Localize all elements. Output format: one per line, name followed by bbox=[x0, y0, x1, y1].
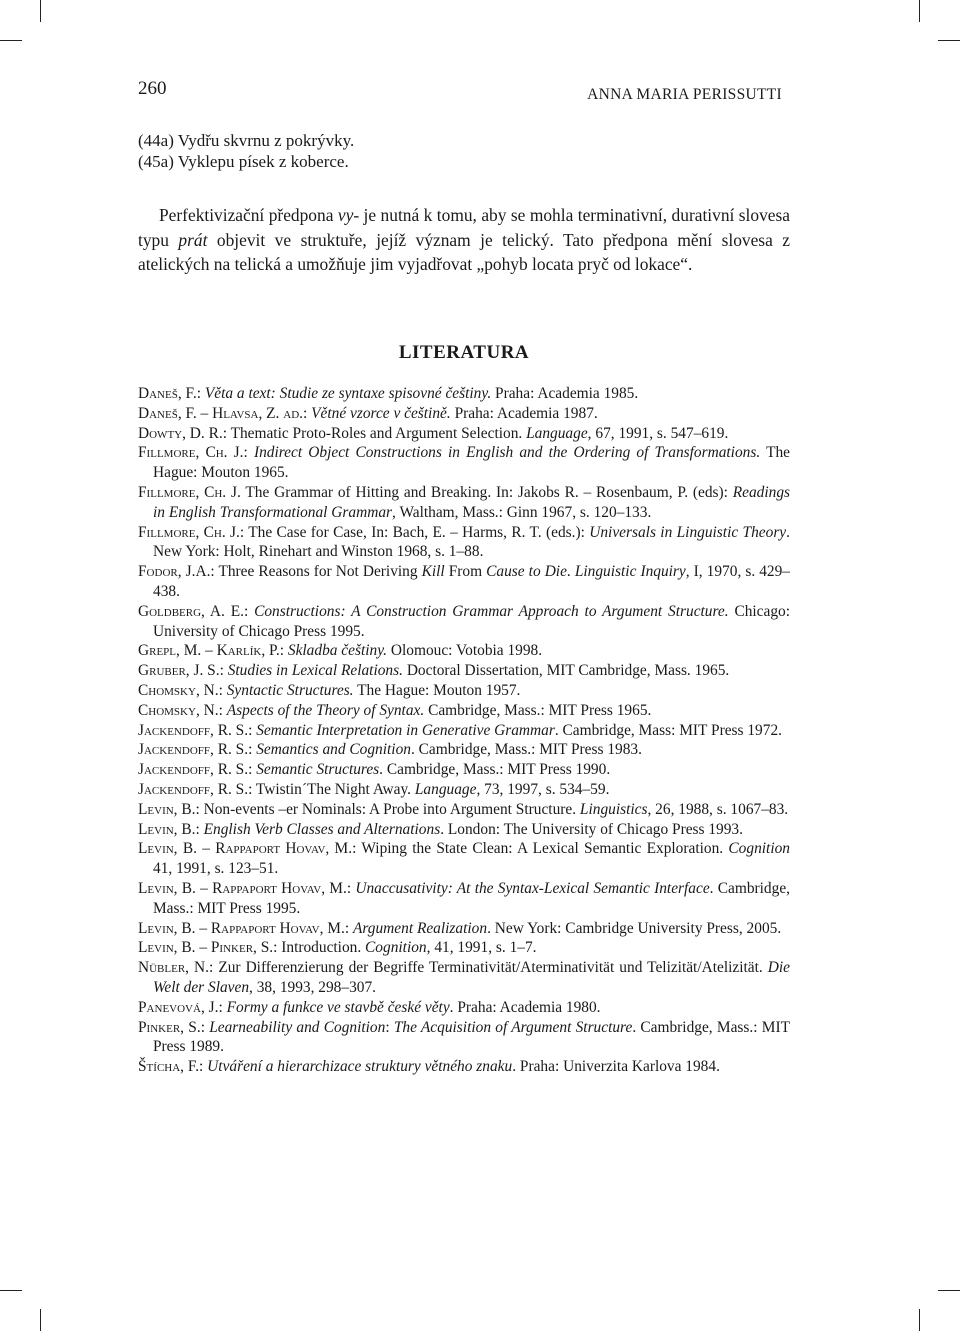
text-run: : Introduction. bbox=[273, 939, 366, 957]
reference-entry bbox=[138, 483, 790, 523]
author-name: Gruber, J. S. bbox=[138, 662, 220, 680]
italic-text: Language bbox=[526, 424, 588, 442]
text-run: . New York: Holt, Rinehart and Winston 1968, s. 1–88. bbox=[153, 523, 790, 561]
examples-block bbox=[138, 130, 788, 172]
author-name: Jackendoff, R. S. bbox=[138, 780, 249, 798]
author-name: Jackendoff, R. S. bbox=[138, 721, 249, 739]
text-run: Praha: Academia 1985. bbox=[491, 385, 639, 402]
text-run: : bbox=[219, 662, 228, 680]
reference-entry bbox=[138, 443, 790, 483]
text-run: . Cambridge, Mass.: MIT Press 1995. bbox=[153, 879, 791, 917]
italic-text: Věta a text: Studie ze syntaxe spisovné češtiny. bbox=[204, 385, 492, 402]
running-head: ANNA MARIA PERISSUTTI bbox=[587, 86, 782, 103]
text-run: The Hague: Mouton 1965. bbox=[153, 444, 791, 482]
page-header bbox=[138, 78, 782, 108]
crop-mark bbox=[0, 40, 22, 41]
reference-entry bbox=[138, 404, 790, 424]
text-run: , Waltham, Mass.: Ginn 1967, s. 120–133. bbox=[392, 503, 652, 521]
author-name: Nübler, N. bbox=[138, 959, 210, 977]
text-run: : bbox=[279, 642, 288, 660]
text-run: 41, 1991, s. 123–51. bbox=[153, 860, 279, 878]
italic-text: Indirect Object Constructions in English and the Ordering of Transformations. bbox=[253, 444, 761, 462]
italic-text: Learneability and Cognition bbox=[209, 1018, 386, 1036]
author-name: Fillmore, Ch. J. bbox=[138, 523, 240, 541]
italic-text: Cause to Die bbox=[486, 563, 567, 581]
text-run: : Non-events –er Nominals: A Probe into Argument Structure. bbox=[195, 800, 580, 818]
italic-text: English Verb Classes and Alternations bbox=[203, 820, 441, 838]
author-name: Jackendoff, R. S. bbox=[138, 741, 249, 759]
body-paragraph bbox=[138, 203, 790, 277]
bibliography-list bbox=[138, 384, 790, 1077]
text-run: : bbox=[248, 741, 257, 759]
text-run: The Hague: Mouton 1957. bbox=[353, 681, 521, 699]
text-run: , 41, 1991, s. 1–7. bbox=[426, 939, 537, 957]
reference-entry bbox=[138, 1057, 790, 1077]
text-run: : Thematic Proto-Roles and Argument Selection. bbox=[222, 424, 527, 442]
text-run: : bbox=[218, 701, 227, 719]
reference-entry bbox=[138, 1018, 790, 1058]
text-run: : bbox=[196, 385, 205, 402]
text-run: : bbox=[200, 1018, 210, 1036]
crop-mark bbox=[938, 40, 960, 41]
text-run: Praha: Academia 1987. bbox=[450, 404, 598, 422]
italic-text: Readings in English Transformational Grammar bbox=[153, 483, 790, 521]
text-run: . bbox=[566, 563, 575, 581]
italic-text: Kill bbox=[421, 563, 445, 581]
text-run: : bbox=[385, 1018, 394, 1036]
author-name: Levin, B. bbox=[138, 800, 196, 818]
author-name: Goldberg, A. E. bbox=[138, 602, 244, 620]
text-run: , I, 1970, s. 429–438. bbox=[153, 563, 790, 600]
text-run: : bbox=[218, 998, 227, 1016]
italic-text: Semantics and Cognition bbox=[256, 741, 411, 759]
text-run: : bbox=[243, 444, 254, 462]
reference-entry bbox=[138, 938, 790, 958]
text-run: . Cambridge, Mass.: MIT Press 1983. bbox=[410, 741, 642, 759]
text-run: The Grammar of Hitting and Breaking. In: Jakobs R. – Rosenbaum, P. (eds): bbox=[240, 483, 733, 501]
page-number: 260 bbox=[138, 78, 167, 99]
reference-entry bbox=[138, 919, 790, 939]
author-name: Štícha, F. bbox=[138, 1058, 200, 1076]
text-run: Perfektivizační předpona bbox=[159, 205, 338, 225]
text-run: : bbox=[303, 404, 312, 422]
text-run: : bbox=[199, 1058, 208, 1076]
italic-text: Die Welt der Slaven bbox=[153, 959, 790, 996]
text-run: Cambridge, Mass.: MIT Press 1965. bbox=[424, 701, 652, 719]
crop-mark bbox=[0, 1290, 22, 1291]
text-run: : bbox=[344, 919, 353, 937]
italic-text: Universals in Linguistic Theory bbox=[589, 523, 787, 541]
author-name: Fodor, J.A. bbox=[138, 563, 211, 581]
italic-text: Argument Realization bbox=[352, 919, 488, 937]
crop-mark bbox=[938, 1290, 960, 1291]
crop-mark bbox=[40, 0, 41, 22]
italic-text: Semantic Interpretation in Generative Grammar bbox=[256, 721, 555, 739]
italic-text: Language bbox=[414, 780, 477, 798]
author-name: Panevová, J. bbox=[138, 998, 219, 1016]
text-run: , 73, 1997, s. 534–59. bbox=[476, 780, 610, 798]
author-name: Levin, B. – Rappaport Hovav, M. bbox=[138, 919, 345, 937]
italic-text: Constructions: A Construction Grammar Approach to Argument Structure. bbox=[254, 602, 729, 620]
text-run: : bbox=[346, 879, 356, 897]
italic-text: Cognition bbox=[728, 840, 790, 858]
author-name: Jackendoff, R. S. bbox=[138, 761, 249, 779]
italic-text: Unaccusativity: At the Syntax-Lexical Semantic Interface bbox=[355, 879, 710, 897]
author-name: Fillmore, Ch. J. bbox=[138, 444, 244, 462]
italic-text: Syntactic Structures. bbox=[226, 681, 354, 699]
text-run: : bbox=[248, 721, 257, 739]
author-name: Chomsky, N. bbox=[138, 681, 219, 699]
text-run: , 26, 1988, s. 1067–83. bbox=[647, 800, 789, 818]
text-run: : bbox=[248, 761, 257, 779]
text-run: . New York: Cambridge University Press, 2005. bbox=[487, 919, 782, 937]
reference-entry bbox=[138, 721, 790, 741]
reference-entry bbox=[138, 760, 790, 780]
italic-text: Větné vzorce v češtině. bbox=[311, 404, 451, 422]
italic-text: Utváření a hierarchizace struktury větného znaku bbox=[207, 1058, 513, 1076]
text-run: Olomouc: Votobia 1998. bbox=[387, 642, 543, 660]
reference-entry bbox=[138, 384, 790, 404]
author-name: Dowty, D. R. bbox=[138, 424, 223, 442]
text-run: : Wiping the State Clean: A Lexical Semantic Exploration. bbox=[352, 840, 729, 858]
reference-entry bbox=[138, 701, 790, 721]
italic-text: Aspects of the Theory of Syntax. bbox=[226, 701, 425, 719]
text-run: : bbox=[218, 681, 227, 699]
author-name: Fillmore, Ch. J. bbox=[138, 483, 241, 501]
example-line: (45a) Vyklepu písek z koberce. bbox=[138, 152, 349, 171]
reference-entry bbox=[138, 958, 790, 998]
reference-entry bbox=[138, 879, 790, 919]
author-name: Chomsky, N. bbox=[138, 701, 219, 719]
text-run: objevit ve struktuře, jejíž význam je telický. Tato předpona mění slovesa z atelických na telická a umožňuje jim vyjadřovat „pohyb locata pryč od lokace“. bbox=[138, 229, 790, 274]
reference-entry bbox=[138, 740, 790, 760]
italic-text: prát bbox=[178, 229, 208, 250]
italic-text: Semantic Structures bbox=[256, 761, 380, 779]
example-line: (44a) Vydřu skvrnu z pokrývky. bbox=[138, 131, 355, 150]
reference-entry bbox=[138, 839, 790, 879]
text-run: : bbox=[195, 820, 204, 838]
reference-entry bbox=[138, 602, 790, 642]
text-run: : bbox=[243, 602, 255, 620]
reference-entry bbox=[138, 681, 790, 701]
author-name: Pinker, S. bbox=[138, 1018, 201, 1036]
text-run: , 67, 1991, s. 547–619. bbox=[587, 424, 729, 442]
text-run: From bbox=[444, 563, 487, 581]
reference-entry bbox=[138, 998, 790, 1018]
text-run: : Zur Differenzierung der Begriffe Terminativität/Aterminativität und Telizität/Atelizität. bbox=[209, 959, 768, 977]
text-run: , 38, 1993, 298–307. bbox=[249, 978, 377, 996]
text-run: . Cambridge, Mass.: MIT Press 1989. bbox=[153, 1018, 790, 1056]
reference-entry bbox=[138, 780, 790, 800]
text-run: . Cambridge, Mass: MIT Press 1972. bbox=[554, 721, 782, 739]
italic-text: Studies in Lexical Relations. bbox=[227, 662, 403, 680]
italic-text: Cognition bbox=[365, 939, 427, 957]
crop-mark bbox=[919, 1309, 920, 1331]
text-run: Chicago: University of Chicago Press 1995. bbox=[153, 602, 791, 640]
text-run: . Praha: Academia 1980. bbox=[449, 998, 601, 1016]
text-run: . Praha: Univerzita Karlova 1984. bbox=[512, 1058, 720, 1076]
author-name: Levin, B. – Pinker, S. bbox=[138, 939, 274, 957]
italic-text: The Acquisition of Argument Structure bbox=[393, 1018, 633, 1036]
reference-entry bbox=[138, 800, 790, 820]
text-run: : The Case for Case, In: Bach, E. – Harms, R. T. (eds.): bbox=[239, 523, 590, 541]
italic-text: Formy a funkce ve stavbě české věty bbox=[226, 998, 450, 1016]
text-run: Doctoral Dissertation, MIT Cambridge, Mass. 1965. bbox=[402, 662, 730, 680]
text-run: : Twistin´The Night Away. bbox=[248, 780, 415, 798]
italic-text: vy- bbox=[337, 205, 360, 225]
text-run: : Three Reasons for Not Deriving bbox=[210, 563, 422, 581]
author-name: Daneš, F. – Hlavsa, Z. ad. bbox=[138, 404, 303, 422]
literature-heading: LITERATURA bbox=[398, 342, 530, 363]
author-name: Levin, B. – Rappaport Hovav, M. bbox=[138, 879, 347, 897]
reference-entry bbox=[138, 661, 790, 681]
reference-entry bbox=[138, 523, 790, 563]
author-name: Grepl, M. – Karlík, P. bbox=[138, 642, 280, 660]
author-name: Levin, B. bbox=[138, 820, 196, 838]
author-name: Levin, B. – Rappaport Hovav, M. bbox=[138, 840, 353, 858]
text-run: je nutná k tomu, aby se mohla terminativní, durativní slovesa typu bbox=[138, 205, 790, 250]
reference-entry bbox=[138, 562, 790, 602]
text-run: . Cambridge, Mass.: MIT Press 1990. bbox=[379, 761, 611, 779]
italic-text: Linguistics bbox=[579, 800, 648, 818]
crop-mark bbox=[919, 0, 920, 22]
italic-text: Linguistic Inquiry bbox=[574, 563, 686, 581]
italic-text: Skladba češtiny. bbox=[287, 642, 388, 660]
reference-entry bbox=[138, 820, 790, 840]
reference-entry bbox=[138, 424, 790, 444]
text-run: . London: The University of Chicago Press 1993. bbox=[440, 820, 743, 838]
reference-entry bbox=[138, 641, 790, 661]
author-name: Daneš, F. bbox=[138, 385, 197, 402]
crop-mark bbox=[40, 1309, 41, 1331]
